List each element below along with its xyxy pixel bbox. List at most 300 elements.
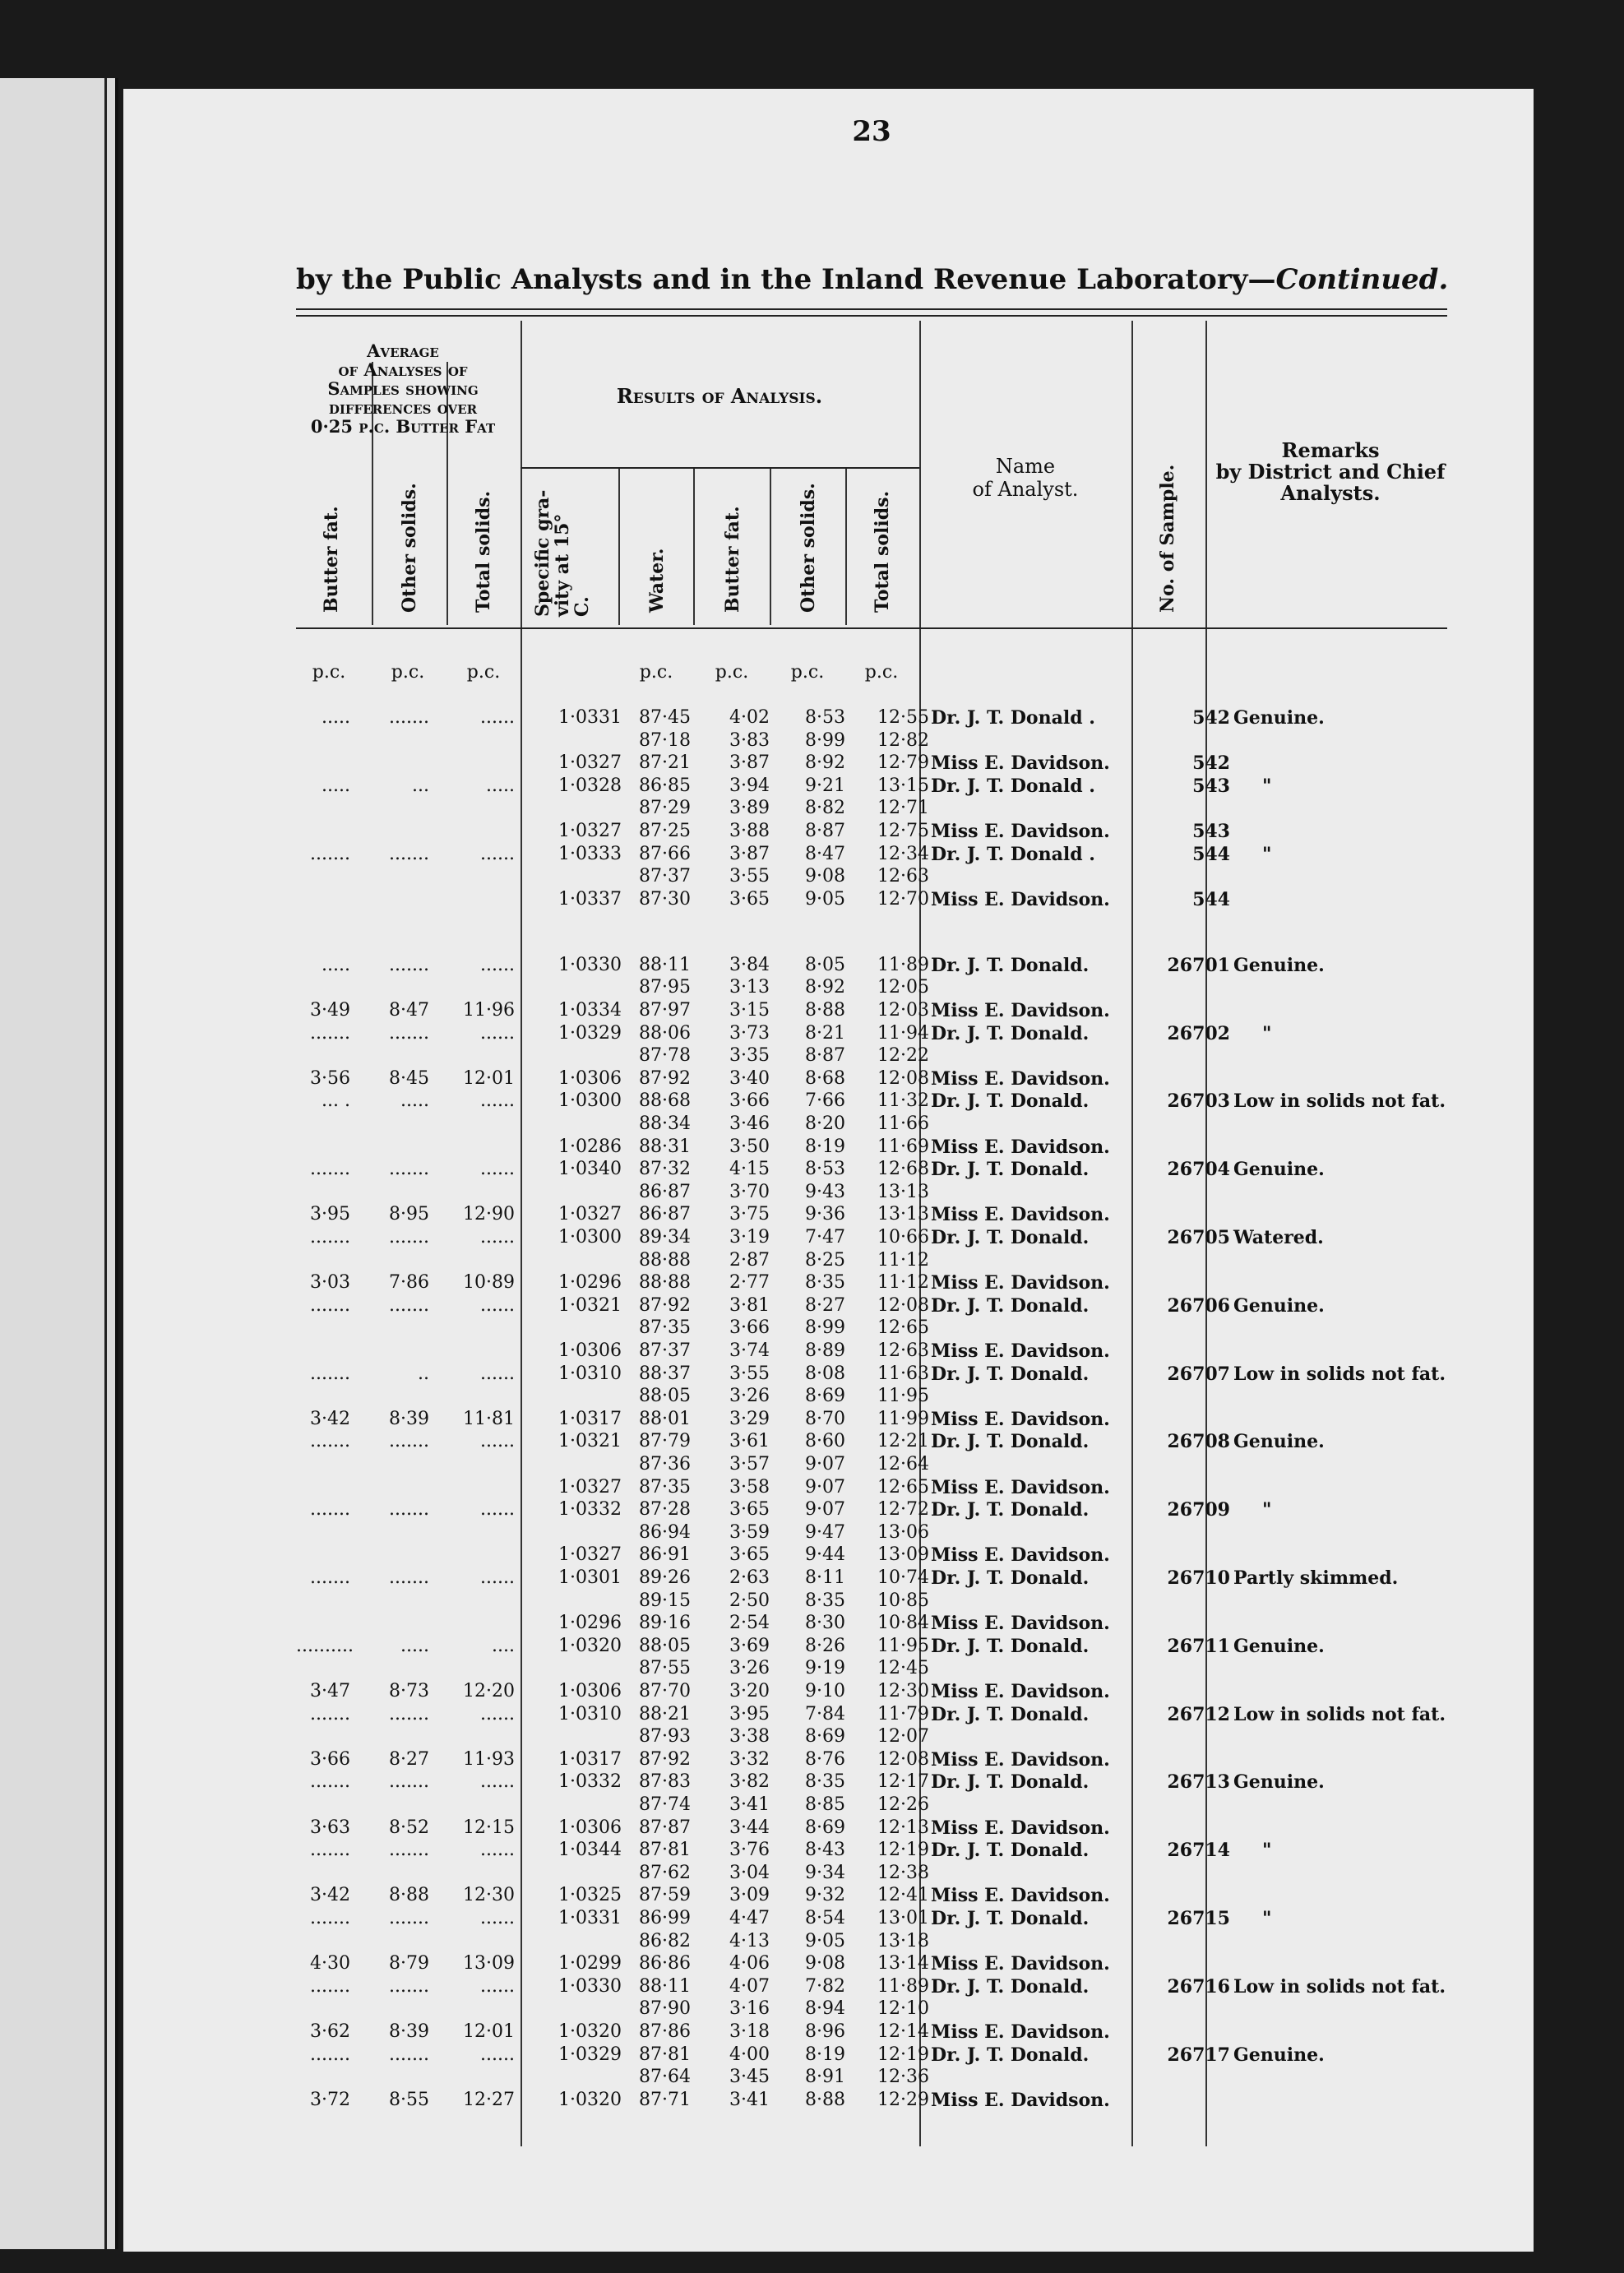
butter-fat-cell: 3·81 [729, 1294, 770, 1316]
water-cell: 87·35 [639, 1476, 691, 1498]
total-solids-cell: 12·36 [877, 2067, 929, 2088]
other-solids-cell: 8·19 [805, 1136, 845, 1157]
other-solids-cell: 9·07 [805, 1454, 845, 1475]
other-solids-cell: 9·21 [805, 775, 845, 796]
analyst-cell: Dr. J. T. Donald. [931, 1567, 1090, 1590]
analyst-header [923, 455, 1128, 501]
other-solids-cell: 9·47 [805, 1521, 845, 1543]
total-solids-cell: 13·18 [877, 1930, 929, 1951]
butter-fat-cell: 3·16 [729, 1998, 770, 2020]
remarks-cell: " [1262, 775, 1272, 797]
other-solids-cell: 8·21 [805, 1022, 845, 1044]
other-solids-cell: 9·43 [805, 1181, 845, 1202]
water-cell: 87·29 [639, 798, 691, 819]
facing-page-edge [0, 78, 118, 2249]
avg-butter-fat-cell: 3·63 [310, 1817, 350, 1838]
avg-other-solids-cell: ..... [400, 1635, 429, 1656]
average-header-line: Samples showing [327, 378, 479, 399]
avg-butter-fat-cell: ....... [310, 1567, 350, 1589]
avg-other-solids-cell: 8·39 [389, 2021, 429, 2043]
table-row [296, 2067, 1447, 2086]
avg-other-solids-cell: 8·45 [389, 1067, 429, 1089]
specific-gravity-cell: 1·0320 [558, 2089, 622, 2110]
sample-no-cell: 26714 [1167, 1840, 1230, 1862]
other-solids-cell: 8·26 [805, 1635, 845, 1656]
analyst-cell: Miss E. Davidson. [931, 1613, 1110, 1635]
remarks-cell: Genuine. [1233, 1159, 1325, 1181]
water-cell: 89·34 [639, 1227, 691, 1248]
avg-other-solids-cell: 8·47 [389, 1000, 429, 1021]
specific-gravity-cell: 1·0340 [558, 1159, 622, 1180]
total-solids-cell: 11·95 [877, 1635, 929, 1656]
water-cell: 87·37 [639, 1340, 691, 1362]
table-row [296, 1499, 1447, 1519]
unit-label: p.c. [639, 662, 673, 683]
butter-fat-cell: 3·55 [729, 866, 770, 887]
specific-gravity-cell: 1·0300 [558, 1227, 622, 1248]
avg-total-solids-cell: 11·93 [463, 1748, 515, 1770]
avg-other-solids-cell: ....... [389, 1022, 429, 1044]
avg-total-solids-cell: 12·90 [463, 1204, 515, 1225]
avg-butter-fat-cell: 3·49 [310, 1000, 350, 1021]
avg-other-solids-cell: ....... [389, 843, 429, 864]
total-solids-cell: 13·14 [877, 1953, 929, 1974]
total-solids-cell: 13·13 [877, 1181, 929, 1202]
table-row [296, 1794, 1447, 1814]
total-solids-cell: 10·74 [877, 1567, 929, 1589]
specific-gravity-line: C. [571, 596, 593, 617]
other-solids-cell: 9·10 [805, 1681, 845, 1702]
other-solids-cell: 8·53 [805, 1159, 845, 1180]
specific-gravity-cell: 1·0329 [558, 2044, 622, 2065]
water-cell: 88·06 [639, 1022, 691, 1044]
avg-other-solids-cell: ....... [389, 1840, 429, 1861]
avg-total-solids-cell: 11·81 [463, 1408, 515, 1429]
other-solids-cell: 7·47 [805, 1227, 845, 1248]
specific-gravity-line: Specific gra- [532, 489, 553, 617]
table-row [296, 1726, 1447, 1746]
table-row [296, 1704, 1447, 1724]
avg-butter-fat-cell: ....... [310, 1499, 350, 1521]
avg-butter-fat-cell: ....... [310, 843, 350, 864]
table-row [296, 1000, 1447, 1020]
table-row [296, 1771, 1447, 1794]
analyst-cell: Dr. J. T. Donald. [931, 1294, 1090, 1317]
analyst-cell: Dr. J. T. Donald . [931, 707, 1095, 729]
table-row [296, 1204, 1447, 1224]
avg-butter-fat-cell: ....... [310, 1294, 350, 1316]
other-solids-cell: 8·53 [805, 707, 845, 728]
specific-gravity-cell: 1·0327 [558, 1204, 622, 1225]
specific-gravity-cell: 1·0301 [558, 1567, 622, 1589]
water-cell: 87·37 [639, 866, 691, 887]
other-solids-cell: 8·43 [805, 1840, 845, 1861]
table-row [296, 1567, 1447, 1590]
water-cell: 86·87 [639, 1181, 691, 1202]
butter-fat-cell: 3·61 [729, 1431, 770, 1452]
remarks-cell: " [1262, 1499, 1272, 1521]
butter-fat-cell: 3·29 [729, 1408, 770, 1429]
table-row [296, 1409, 1447, 1428]
butter-fat-cell: 3·95 [729, 1703, 770, 1724]
avg-other-solids-cell: 8·73 [389, 1681, 429, 1702]
butter-fat-cell: 3·41 [729, 2089, 770, 2110]
butter-fat-cell: 3·58 [729, 1476, 770, 1498]
avg-other-solids-cell: ....... [389, 1227, 429, 1248]
avg-butter-fat-cell: ....... [310, 1840, 350, 1861]
analyst-cell: Miss E. Davidson. [931, 2021, 1110, 2044]
other-solids-cell: 8·35 [805, 1771, 845, 1793]
table-row [296, 821, 1447, 840]
specific-gravity-cell: 1·0327 [558, 752, 622, 774]
remarks-header-line: Analysts. [1280, 481, 1381, 505]
remarks-cell: " [1262, 1022, 1272, 1044]
table-row [296, 1340, 1447, 1363]
avg-total-solids-cell: ...... [480, 1363, 515, 1384]
water-cell: 87·79 [639, 1431, 691, 1452]
avg-butter-fat-cell: ..... [322, 707, 350, 728]
avg-total-solids-cell: ...... [480, 1159, 515, 1180]
table-row [296, 1136, 1447, 1156]
table-row [296, 1658, 1447, 1678]
water-cell: 88·37 [639, 1363, 691, 1384]
butter-fat-cell: 3·46 [729, 1113, 770, 1135]
avg-butter-fat-cell: 3·95 [310, 1204, 350, 1225]
butter-fat-cell: 3·26 [729, 1386, 770, 1407]
avg-butter-fat-cell: 3·62 [310, 2021, 350, 2043]
butter-fat-cell: 3·87 [729, 752, 770, 774]
water-cell: 87·28 [639, 1499, 691, 1521]
other-solids-cell: 7·66 [805, 1090, 845, 1112]
specific-gravity-cell: 1·0328 [558, 775, 622, 796]
avg-butter-fat-cell: 3·42 [310, 1408, 350, 1429]
other-solids-cell: 8·94 [805, 1998, 845, 2020]
avg-total-solids-cell: 10·89 [463, 1272, 515, 1294]
total-solids-cell: 11·95 [877, 1386, 929, 1407]
other-solids-cell: 9·36 [805, 1204, 845, 1225]
avg-other-solids-cell: ....... [389, 1771, 429, 1793]
total-solids-cell: 12·08 [877, 1067, 929, 1089]
average-header-line: Average [367, 340, 439, 361]
water-cell: 87·87 [639, 1817, 691, 1838]
sample-no-cell: 26707 [1167, 1363, 1230, 1385]
butter-fat-cell: 3·13 [729, 977, 770, 998]
water-cell: 87·55 [639, 1658, 691, 1679]
header-bottom-rule [296, 627, 1447, 629]
other-solids-cell: 8·92 [805, 977, 845, 998]
other-solids-cell: 8·99 [805, 729, 845, 751]
total-solids-cell: 12·10 [877, 1998, 929, 2020]
water-cell: 87·18 [639, 729, 691, 751]
other-solids-cell: 8·82 [805, 798, 845, 819]
analyst-cell: Miss E. Davidson. [931, 1817, 1110, 1839]
other-solids-cell: 9·07 [805, 1499, 845, 1521]
water-cell: 87·93 [639, 1726, 691, 1748]
remarks-cell: Low in solids not fat. [1233, 1363, 1446, 1385]
avg-total-solids-cell: ...... [480, 843, 515, 864]
avg-other-solids-header: Other solids. [399, 483, 420, 613]
specific-gravity-cell: 1·0327 [558, 821, 622, 841]
avg-other-solids-cell: 8·88 [389, 1885, 429, 1906]
water-cell: 88·05 [639, 1386, 691, 1407]
sample-no-cell: 26704 [1167, 1159, 1230, 1181]
water-cell: 87·95 [639, 977, 691, 998]
water-header: Water. [646, 548, 668, 613]
butter-fat-cell: 2·87 [729, 1249, 770, 1271]
total-solids-cell: 12·65 [877, 1317, 929, 1339]
avg-total-solids-cell: ...... [480, 1703, 515, 1724]
avg-other-solids-cell: 8·27 [389, 1748, 429, 1770]
table-row [296, 1522, 1447, 1542]
table-row [296, 955, 1447, 974]
analyst-cell: Miss E. Davidson. [931, 1272, 1110, 1294]
total-solids-cell: 13·09 [877, 1544, 929, 1566]
butter-fat-cell: 3·66 [729, 1317, 770, 1339]
other-solids-cell: 8·92 [805, 752, 845, 774]
table-row [296, 1182, 1447, 1201]
analyst-cell: Dr. J. T. Donald. [931, 1499, 1090, 1521]
sample-no-cell: 26713 [1167, 1771, 1230, 1794]
specific-gravity-cell: 1·0344 [558, 1840, 622, 1861]
top-rule [296, 308, 1447, 310]
other-solids-cell: 8·19 [805, 2044, 845, 2065]
other-solids-cell: 9·07 [805, 1476, 845, 1498]
remarks-cell: Low in solids not fat. [1233, 1703, 1446, 1725]
butter-fat-cell: 2·54 [729, 1613, 770, 1634]
butter-fat-cell: 3·15 [729, 1000, 770, 1021]
other-solids-cell: 8·54 [805, 1908, 845, 1929]
analyst-cell: Dr. J. T. Donald. [931, 1703, 1090, 1725]
remarks-cell: Watered. [1233, 1227, 1324, 1249]
other-solids-cell: 8·47 [805, 843, 845, 864]
avg-total-solids-cell: ...... [480, 1499, 515, 1521]
avg-other-solids-cell: ....... [389, 1703, 429, 1724]
water-cell: 88·05 [639, 1635, 691, 1656]
remarks-cell: Genuine. [1233, 2044, 1325, 2066]
butter-fat-cell: 4·13 [729, 1930, 770, 1951]
remarks-cell: Low in solids not fat. [1233, 1975, 1446, 1998]
avg-total-solids-header: Total solids. [473, 490, 494, 613]
water-cell: 87·70 [639, 1681, 691, 1702]
total-solids-cell: 12·70 [877, 888, 929, 910]
avg-total-solids-cell: ...... [480, 2044, 515, 2065]
analyst-cell: Dr. J. T. Donald. [931, 1227, 1090, 1249]
col-line [770, 469, 771, 625]
butter-fat-cell: 3·20 [729, 1681, 770, 1702]
remarks-cell: Low in solids not fat. [1233, 1090, 1446, 1113]
sample-no-header: No. of Sample. [1157, 464, 1178, 613]
other-solids-cell: 9·08 [805, 866, 845, 887]
table-row [296, 1295, 1447, 1315]
butter-fat-cell: 3·82 [729, 1771, 770, 1793]
water-cell: 89·26 [639, 1567, 691, 1589]
total-solids-cell: 12·45 [877, 1658, 929, 1679]
water-cell: 86·87 [639, 1204, 691, 1225]
sample-no-cell: 26703 [1167, 1090, 1230, 1113]
total-solids-cell: 12·21 [877, 1431, 929, 1452]
total-solids-cell: 11·32 [877, 1090, 929, 1112]
water-cell: 87·21 [639, 752, 691, 774]
other-solids-cell: 8·20 [805, 1113, 845, 1135]
table-row [296, 1431, 1447, 1451]
other-solids-cell: 8·89 [805, 1340, 845, 1362]
butter-fat-cell: 3·41 [729, 1794, 770, 1816]
table-row [296, 1863, 1447, 1882]
other-solids-cell: 8·25 [805, 1249, 845, 1271]
avg-total-solids-cell: 12·27 [463, 2089, 515, 2110]
total-solids-cell: 11·99 [877, 1408, 929, 1429]
butter-fat-cell: 3·65 [729, 888, 770, 910]
butter-fat-cell: 3·45 [729, 2067, 770, 2088]
total-solids-cell: 12·08 [877, 1294, 929, 1316]
col-line [693, 469, 695, 625]
sample-no-cell: 26701 [1167, 954, 1230, 976]
butter-fat-cell: 3·18 [729, 2021, 770, 2043]
total-solids-cell: 13·01 [877, 1908, 929, 1929]
water-cell: 87·62 [639, 1862, 691, 1883]
table-row [296, 1636, 1447, 1655]
butter-fat-cell: 2·77 [729, 1272, 770, 1294]
total-solids-cell: 13·13 [877, 1204, 929, 1225]
other-solids-cell: 8·68 [805, 1067, 845, 1089]
avg-other-solids-cell: 8·95 [389, 1204, 429, 1225]
table-row [296, 1068, 1447, 1088]
heading-continued: Continued. [1275, 263, 1449, 296]
total-solids-cell: 12·07 [877, 1726, 929, 1748]
butter-fat-cell: 3·88 [729, 821, 770, 841]
specific-gravity-cell: 1·0332 [558, 1499, 622, 1521]
specific-gravity-cell: 1·0331 [558, 707, 622, 728]
water-cell: 87·74 [639, 1794, 691, 1816]
butter-fat-cell: 2·50 [729, 1590, 770, 1611]
other-solids-cell: 8·69 [805, 1726, 845, 1748]
water-cell: 88·88 [639, 1272, 691, 1294]
unit-label: p.c. [466, 662, 501, 683]
avg-other-solids-cell: .. [418, 1363, 429, 1384]
total-solids-cell: 10·66 [877, 1227, 929, 1248]
table-row [296, 1817, 1447, 1837]
analyst-cell: Miss E. Davidson. [931, 1885, 1110, 1907]
sample-no-cell: 26715 [1167, 1908, 1230, 1930]
analyst-cell: Miss E. Davidson. [931, 1000, 1110, 1022]
water-cell: 87·92 [639, 1067, 691, 1089]
water-cell: 89·15 [639, 1590, 691, 1611]
water-cell: 88·21 [639, 1703, 691, 1724]
unit-label: p.c. [312, 662, 346, 683]
analyst-cell: Dr. J. T. Donald. [931, 1090, 1090, 1113]
remarks-cell: " [1262, 1840, 1272, 1862]
avg-other-solids-cell: ....... [389, 1294, 429, 1316]
avg-butter-fat-cell: .......... [296, 1635, 354, 1656]
table-row [296, 1317, 1447, 1337]
butter-fat-cell: 3·74 [729, 1340, 770, 1362]
water-cell: 87·92 [639, 1748, 691, 1770]
specific-gravity-line: vity at 15° [552, 513, 573, 617]
total-solids-cell: 12·19 [877, 2044, 929, 2065]
analyst-cell: Dr. J. T. Donald. [931, 1431, 1090, 1453]
avg-total-solids-cell: ...... [480, 1771, 515, 1793]
specific-gravity-cell: 1·0327 [558, 1544, 622, 1566]
butter-fat-cell: 3·32 [729, 1748, 770, 1770]
remarks-cell: " [1262, 843, 1272, 865]
other-solids-cell: 9·05 [805, 888, 845, 910]
specific-gravity-cell: 1·0321 [558, 1294, 622, 1316]
other-solids-cell: 8·30 [805, 1613, 845, 1634]
remarks-cell: Genuine. [1233, 1431, 1325, 1453]
specific-gravity-cell: 1·0321 [558, 1431, 622, 1452]
table-row [296, 1885, 1447, 1905]
table-row [296, 1590, 1447, 1610]
unit-label: p.c. [864, 662, 899, 683]
total-solids-cell: 12·26 [877, 1794, 929, 1816]
analyst-cell: Miss E. Davidson. [931, 888, 1110, 910]
water-cell: 87·83 [639, 1771, 691, 1793]
total-solids-cell: 12·08 [877, 1748, 929, 1770]
sample-no-cell: 542 [1192, 752, 1230, 775]
sample-no-cell: 26710 [1167, 1567, 1230, 1590]
analyst-cell: Dr. J. T. Donald. [931, 1840, 1090, 1862]
analyst-header-line: of Analyst. [972, 478, 1079, 501]
avg-butter-fat-cell: 3·56 [310, 1067, 350, 1089]
avg-other-solids-cell: ....... [389, 1499, 429, 1521]
butter-fat-cell: 3·94 [729, 775, 770, 796]
avg-total-solids-cell: ..... [486, 775, 515, 796]
other-solids-cell: 7·84 [805, 1703, 845, 1724]
other-solids-cell: 8·35 [805, 1590, 845, 1611]
total-solids-cell: 12·82 [877, 729, 929, 751]
remarks-header [1207, 440, 1454, 504]
specific-gravity-cell: 1·0306 [558, 1681, 622, 1702]
table-row [296, 1386, 1447, 1405]
total-solids-cell: 12·72 [877, 1499, 929, 1521]
avg-butter-fat-cell: ....... [310, 1227, 350, 1248]
sample-no-cell: 26716 [1167, 1975, 1230, 1998]
table-row [296, 752, 1447, 775]
avg-total-solids-cell: 12·15 [463, 1817, 515, 1838]
total-solids-cell: 11·63 [877, 1363, 929, 1384]
other-solids-header: Other solids. [798, 483, 819, 613]
avg-butter-fat-cell: ....... [310, 1975, 350, 1997]
butter-fat-cell: 3·19 [729, 1227, 770, 1248]
results-group-header: Results of Analysis. [616, 384, 823, 408]
total-solids-cell: 12·75 [877, 821, 929, 841]
table-row [296, 977, 1447, 997]
other-solids-cell: 8·05 [805, 954, 845, 975]
page-number: 23 [852, 115, 891, 148]
avg-total-solids-cell: ...... [480, 1294, 515, 1316]
butter-fat-cell: 3·04 [729, 1862, 770, 1883]
total-solids-cell: 12·17 [877, 1771, 929, 1793]
analyst-cell: Miss E. Davidson. [931, 1136, 1110, 1158]
average-header-line: 0·25 p.c. Butter Fat [310, 416, 496, 437]
avg-butter-fat-cell: 3·42 [310, 1885, 350, 1906]
heading-text: by the Public Analysts and in the Inland Revenue Laboratory— [296, 263, 1276, 296]
table-row [296, 1159, 1447, 1181]
table-row [296, 1976, 1447, 1996]
analyst-cell: Dr. J. T. Donald . [931, 843, 1095, 865]
water-cell: 88·01 [639, 1408, 691, 1429]
avg-other-solids-cell: ....... [389, 707, 429, 728]
table-row [296, 1272, 1447, 1292]
avg-butter-fat-cell: ....... [310, 2044, 350, 2065]
avg-total-solids-cell: ...... [480, 1431, 515, 1452]
butter-fat-cell: 3·44 [729, 1817, 770, 1838]
table-row [296, 707, 1447, 727]
avg-butter-fat-cell: 4·30 [310, 1953, 350, 1974]
other-solids-cell: 8·76 [805, 1748, 845, 1770]
butter-fat-cell: 3·38 [729, 1726, 770, 1748]
table-row [296, 1953, 1447, 1973]
